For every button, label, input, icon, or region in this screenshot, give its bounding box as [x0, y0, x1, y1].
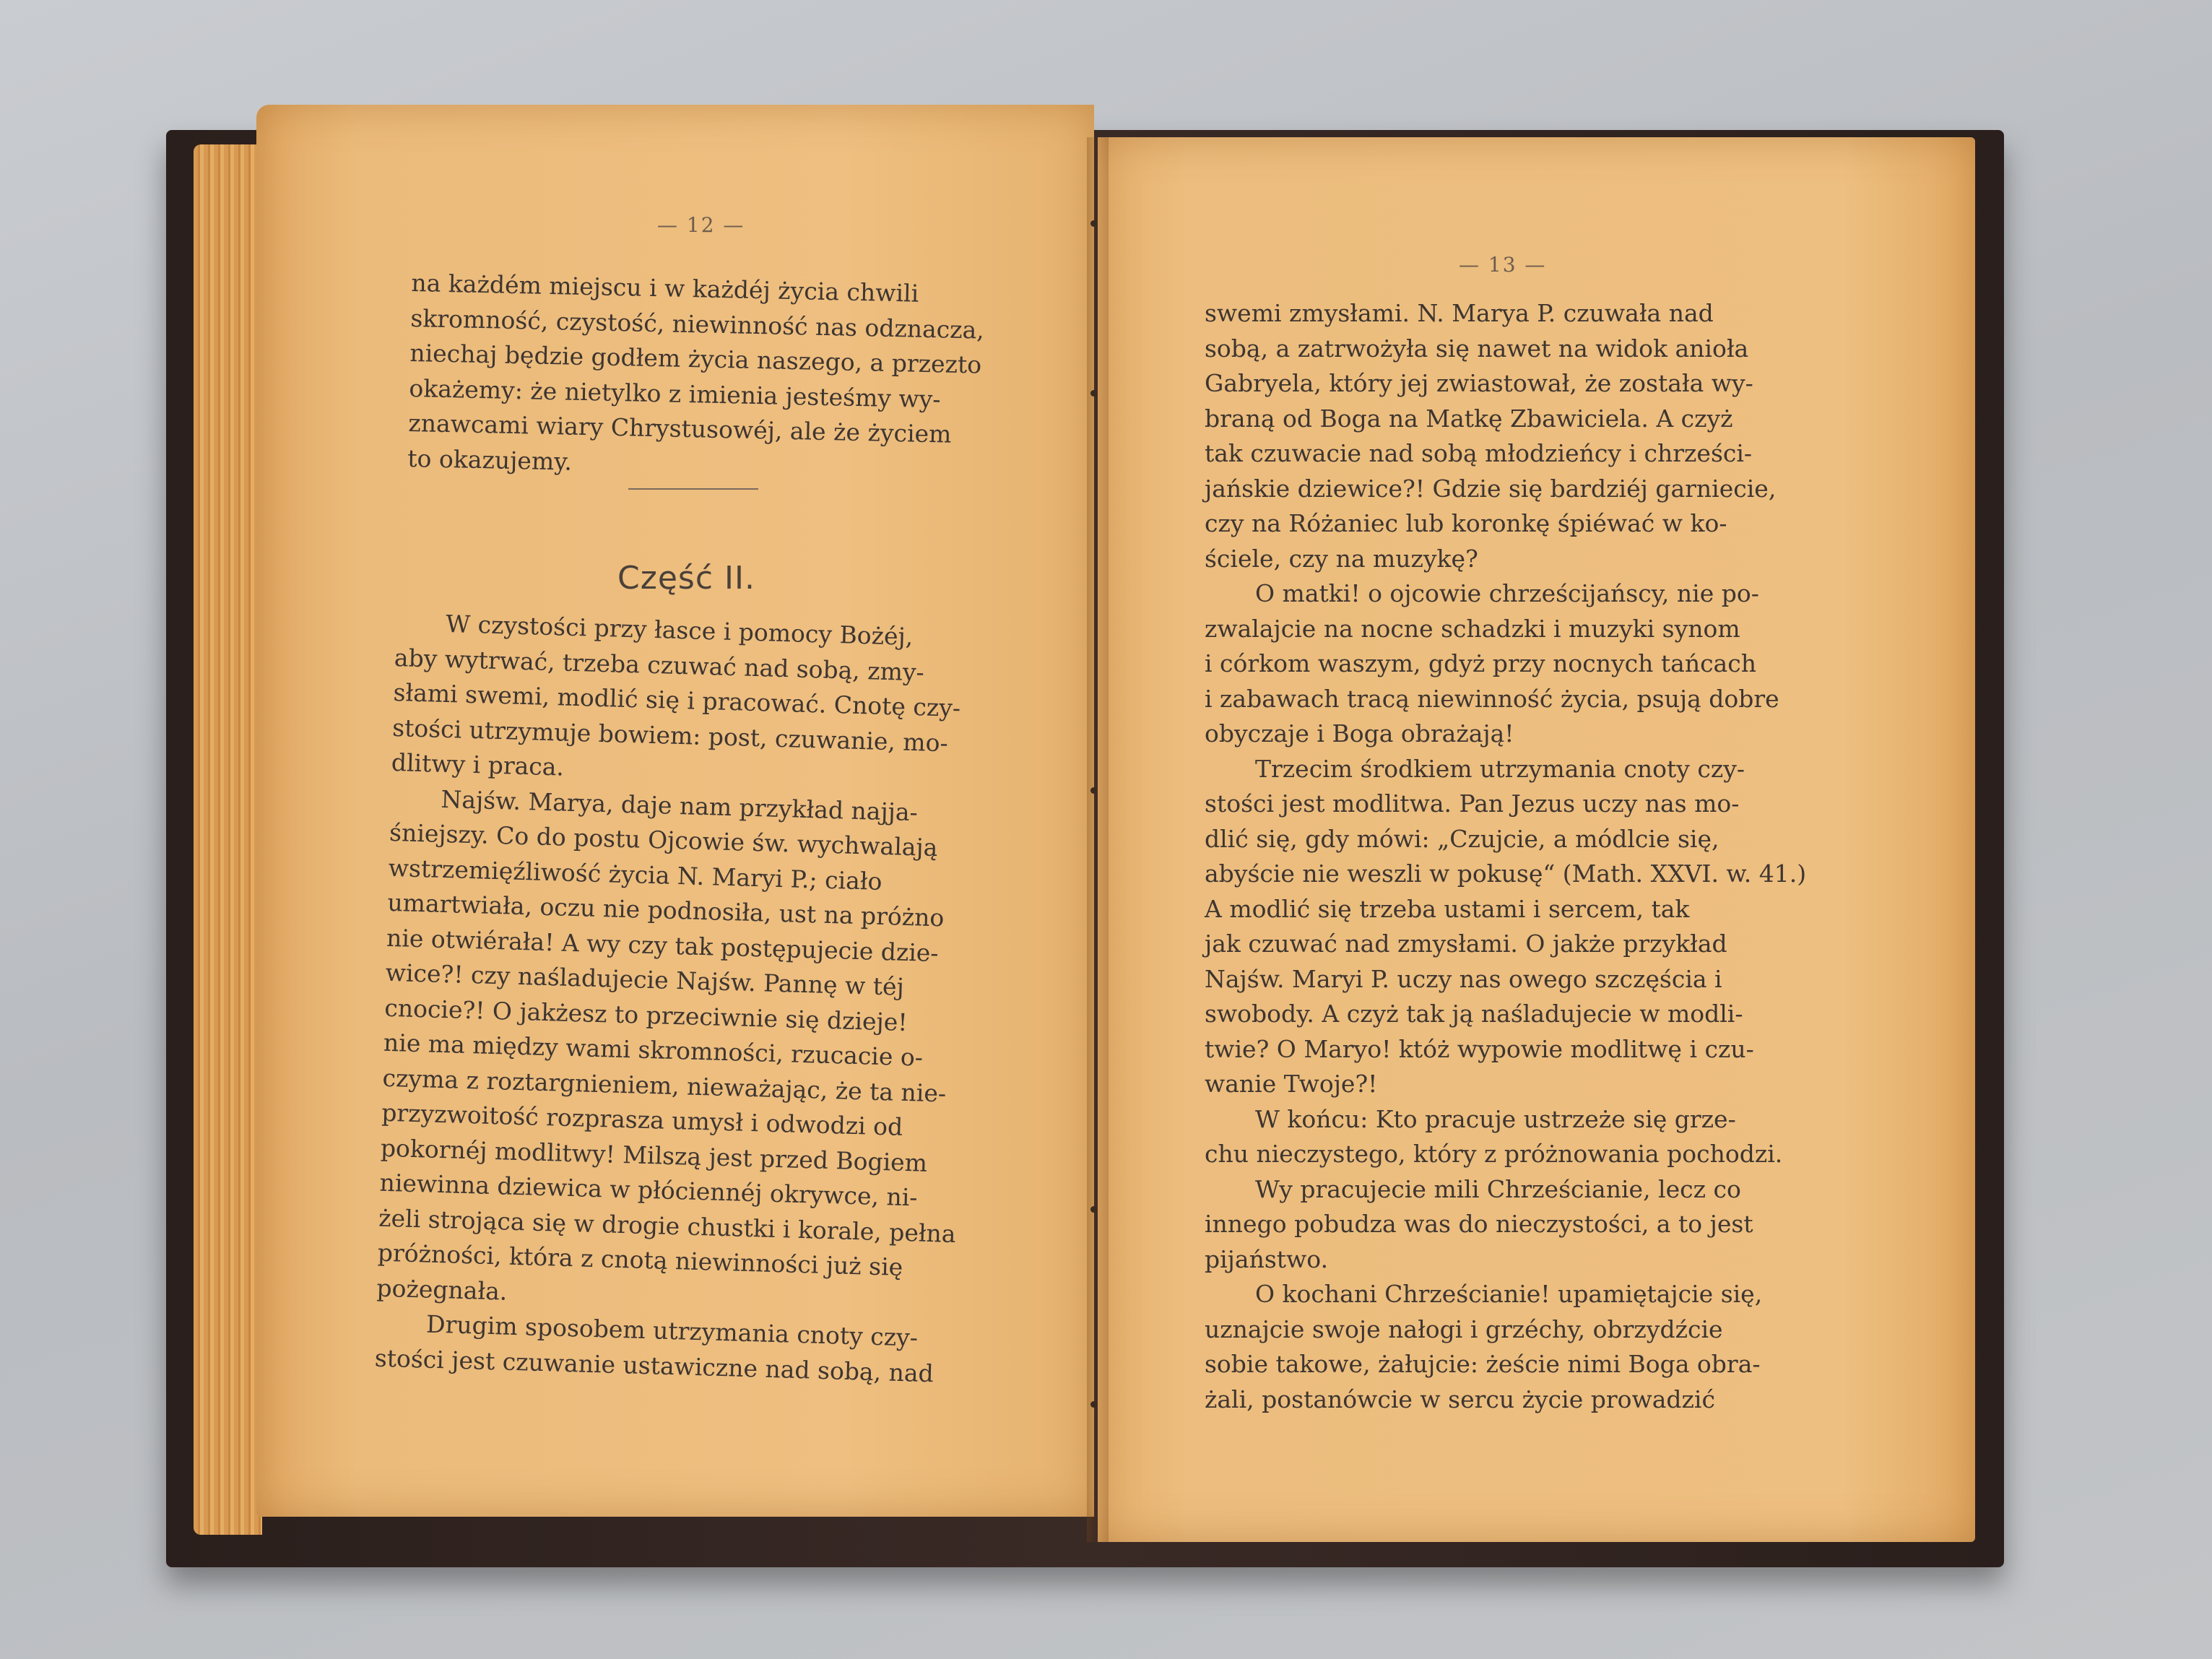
page-edges [194, 144, 262, 1535]
text-line: śniejszy. Co do postu Ojcowie św. wychwalają [389, 818, 938, 862]
text-line: braną od Boga na Matkę Zbawiciela. A czyż [1205, 404, 1733, 433]
text-line: Najśw. Marya, daje nam przykład najja- [441, 784, 919, 826]
text-line: chu nieczystego, który z próżnowania pochodzi. [1205, 1140, 1783, 1168]
text-line: abyście nie weszli w pokusę“ (Math. XXVI. w. 41.) [1205, 859, 1807, 888]
binding-stitch [1090, 1206, 1097, 1213]
gutter [1087, 137, 1109, 1542]
binding-stitch [1090, 220, 1097, 227]
text-line: pijaństwo. [1205, 1244, 1329, 1273]
text-line: znawcami wiary Chrystusowéj, ale że życiem [408, 408, 952, 449]
text-line: innego pobudza was do nieczystości, a to jest [1205, 1210, 1753, 1238]
binding-stitch [1090, 1401, 1097, 1408]
text-line: Drugim sposobem utrzymania cnoty czy- [425, 1309, 919, 1352]
text-line: i córkom waszym, gdyż przy nocnych tańcach [1205, 649, 1756, 677]
text-line: na każdém miejscu i w każdéj życia chwili [411, 268, 919, 308]
text-line: aby wytrwać, trzeba czuwać nad sobą, zmy- [394, 643, 925, 686]
text-line: czyma z roztargnieniem, nieważając, że ta nie- [382, 1063, 947, 1108]
text-line: tak czuwacie nad sobą młodzieńcy i chrześci- [1205, 439, 1753, 467]
text-line: to okazujemy. [407, 443, 573, 476]
text-line: cnocie?! O jakżesz to przeciwnie się dzieje! [383, 993, 908, 1036]
text-line: sobą, a zatrwożyła się nawet na widok anioła [1205, 334, 1749, 363]
text-line: stości jest czuwanie ustawiczne nad sobą, nad [374, 1343, 934, 1387]
text-line: próżności, która z cnotą niewinności już się [377, 1238, 903, 1281]
text-line: Wy pracujecie mili Chrześcianie, lecz co [1255, 1174, 1741, 1203]
text-line: W czystości przy łasce i pomocy Bożéj, [445, 609, 914, 651]
text-line: jak czuwać nad zmysłami. O jakże przykład [1205, 930, 1727, 958]
text-line: Trzecim środkiem utrzymania cnoty czy- [1255, 754, 1745, 783]
text-line: okażemy: że nietylko z imienia jesteśmy wy- [409, 373, 941, 413]
right-text-block [1205, 296, 1806, 1417]
text-line: nie otwiérała! A wy czy tak postępujecie dzie- [386, 923, 940, 967]
text-line: stości jest modlitwa. Pan Jezus uczy nas mo- [1205, 789, 1740, 818]
text-line: żeli strojąca się w drogie chustki i korale, pełna [378, 1203, 957, 1248]
text-line: Najśw. Maryi P. uczy nas owego szczęścia i [1205, 964, 1722, 993]
text-line: O kochani Chrześcianie! upamiętajcie się, [1255, 1280, 1763, 1308]
text-line: ściele, czy na muzykę? [1205, 544, 1478, 573]
text-line: A modlić się trzeba ustami i sercem, tak [1205, 894, 1690, 923]
text-line: skromność, czystość, niewinność nas odznacza, [410, 303, 985, 345]
text-line: swemi zmysłami. N. Marya P. czuwała nad [1205, 299, 1714, 327]
text-line: słami swemi, modlić się i pracować. Cnotę czy- [393, 677, 961, 722]
text-line: W końcu: Kto pracuje ustrzeże się grze- [1255, 1104, 1736, 1133]
text-line: zwalajcie na nocne schadzki i muzyki synom [1205, 614, 1740, 643]
left-text-block-2 [374, 605, 973, 1392]
section-heading: Część II. [617, 560, 755, 597]
text-line: twie? O Maryo! któż wypowie modlitwę i czu- [1205, 1034, 1754, 1063]
text-line: i zabawach tracą niewinność życia, psują dobre [1205, 684, 1779, 713]
text-line: O matki! o ojcowie chrześcijańscy, nie po- [1255, 579, 1759, 607]
text-line: jańskie dziewice?! Gdzie się bardziéj garniecie, [1205, 474, 1777, 503]
text-line: żali, postanówcie w sercu życie prowadzić [1205, 1385, 1715, 1413]
text-line: pokornéj modlitwy! Milszą jest przed Bogiem [380, 1133, 928, 1177]
text-line: nie ma między wami skromności, rzucacie o- [383, 1028, 924, 1072]
text-line: uznajcie swoje nałogi i grzéchy, obrzydźcie [1205, 1314, 1723, 1343]
binding-stitch [1090, 390, 1097, 397]
text-line: dlić się, gdy mówi: „Czujcie, a módlcie się, [1205, 824, 1719, 853]
binding-stitch [1090, 787, 1097, 794]
left-text-block-1 [407, 266, 985, 488]
text-line: Gabryela, który jej zwiastował, że została wy- [1205, 369, 1753, 397]
text-line: wanie Twoje?! [1205, 1070, 1378, 1098]
right-page-number: — 13 — [1459, 253, 1547, 277]
text-line: pożegnała. [376, 1273, 508, 1306]
text-line: sobie takowe, żałujcie: żeście nimi Boga obra- [1205, 1350, 1761, 1378]
text-line: przyzwoitość rozprasza umysł i odwodzi od [381, 1098, 903, 1141]
text-line: wice?! czy naśladujecie Najśw. Pannę w téj [385, 958, 905, 1001]
left-page-number: — 12 — [657, 213, 745, 237]
text-line: czy na Różaniec lub koronkę śpiéwać w ko- [1205, 509, 1727, 537]
text-line: obyczaje i Boga obrażają! [1205, 719, 1514, 748]
text-line: niewinna dziewica w płóciennéj okrywce, ni- [379, 1168, 919, 1212]
text-line: niechaj będzie godłem życia naszego, a przezto [409, 338, 982, 379]
text-line: dlitwy i praca. [391, 748, 565, 781]
text-line: stości utrzymuje bowiem: post, czuwanie, mo- [391, 713, 949, 757]
text-line: swobody. A czyż tak ją naśladujecie w modli- [1205, 1000, 1743, 1028]
text-line: umartwiała, oczu nie podnosiła, ust na próżno [386, 888, 945, 932]
section-divider [628, 488, 758, 490]
text-line: wstrzemięźliwość życia N. Maryi P.; ciało [388, 853, 882, 896]
